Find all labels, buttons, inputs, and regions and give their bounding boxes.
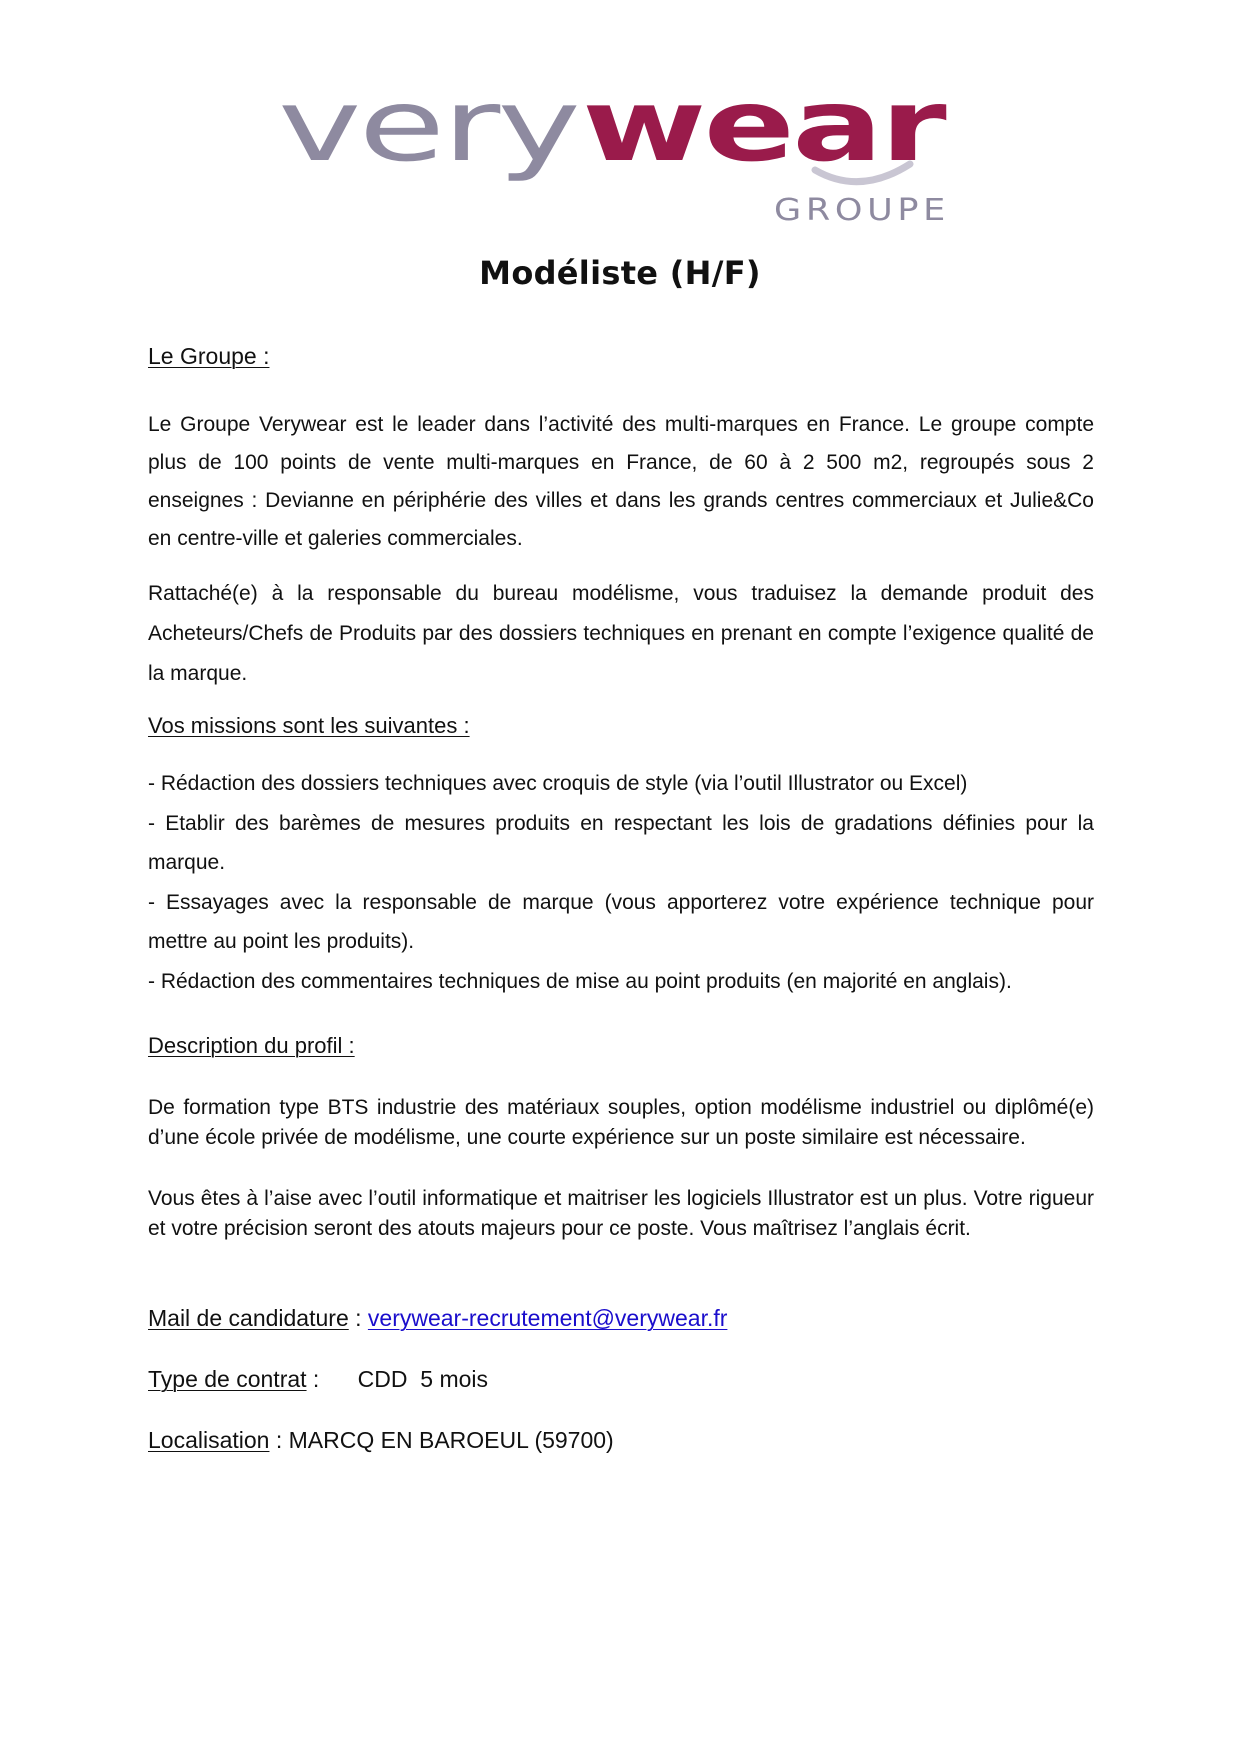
contrat-separator: : (306, 1366, 358, 1392)
logo-text-very: very (278, 78, 578, 184)
contrat-value: CDD 5 mois (357, 1366, 489, 1392)
job-title: Modéliste (H/F) (479, 254, 761, 292)
mail-line (148, 1305, 727, 1332)
localisation-line (148, 1427, 614, 1454)
mail-link[interactable]: verywear-recrutement@verywear.fr (367, 1305, 728, 1331)
groupe-paragraph-1: Le Groupe Verywear est le leader dans l’activité des multi-marques en France. Le groupe compte plus de 100 points de vente multi-marques en France, de 60 à 2 500 m2, regroupés sous 2 enseignes : Devianne en périphérie des villes et dans les grands centres commerciaux et Julie&Co en centre-ville et galeries commerciales. (148, 413, 1094, 550)
localisation-separator: : (269, 1427, 289, 1453)
missions-list (148, 764, 1094, 1001)
mail-separator: : (348, 1305, 368, 1331)
mail-label: Mail de candidature (148, 1305, 349, 1331)
mission-item: - Etablir des barèmes de mesures produits en respectant les lois de gradations définies pour la marque. (148, 811, 1094, 874)
groupe-paragraph-2: Rattaché(e) à la responsable du bureau modélisme, vous traduisez la demande produit des Acheteurs/Chefs de Produits par des dossiers techniques en prenant en compte l’exigence qualité de la marque. (148, 582, 1094, 685)
localisation-label: Localisation (148, 1427, 270, 1453)
mission-item: - Essayages avec la responsable de marque (vous apporterez votre expérience technique pour mettre au point les produits). (148, 890, 1094, 953)
localisation-value: MARCQ EN BAROEUL (59700) (288, 1427, 614, 1453)
profil-paragraph-2: Vous êtes à l’aise avec l’outil informatique et maitriser les logiciels Illustrator est un plus. Votre rigueur et votre précision seront des atouts majeurs pour ce poste. Vous maîtrisez l’anglais écrit. (148, 1187, 1094, 1240)
verywear-logo (270, 78, 970, 238)
contrat-line (148, 1366, 488, 1393)
logo-text-wear: wear (582, 78, 948, 184)
mission-item: - Rédaction des commentaires techniques de mise au point produits (en majorité en anglais). (148, 969, 1012, 993)
missions-heading: Vos missions sont les suivantes : (148, 713, 470, 738)
logo-subtitle: GROUPE (774, 193, 950, 228)
profil-paragraph-1: De formation type BTS industrie des matériaux souples, option modélisme industriel ou diplômé(e) d’une école privée de modélisme, une courte expérience sur un poste similaire est nécessaire. (148, 1096, 1094, 1149)
profil-heading: Description du profil : (148, 1033, 355, 1058)
mission-item: - Rédaction des dossiers techniques avec croquis de style (via l’outil Illustrator ou Excel) (148, 772, 968, 795)
groupe-heading: Le Groupe : (148, 343, 270, 369)
contrat-label: Type de contrat (148, 1366, 307, 1392)
